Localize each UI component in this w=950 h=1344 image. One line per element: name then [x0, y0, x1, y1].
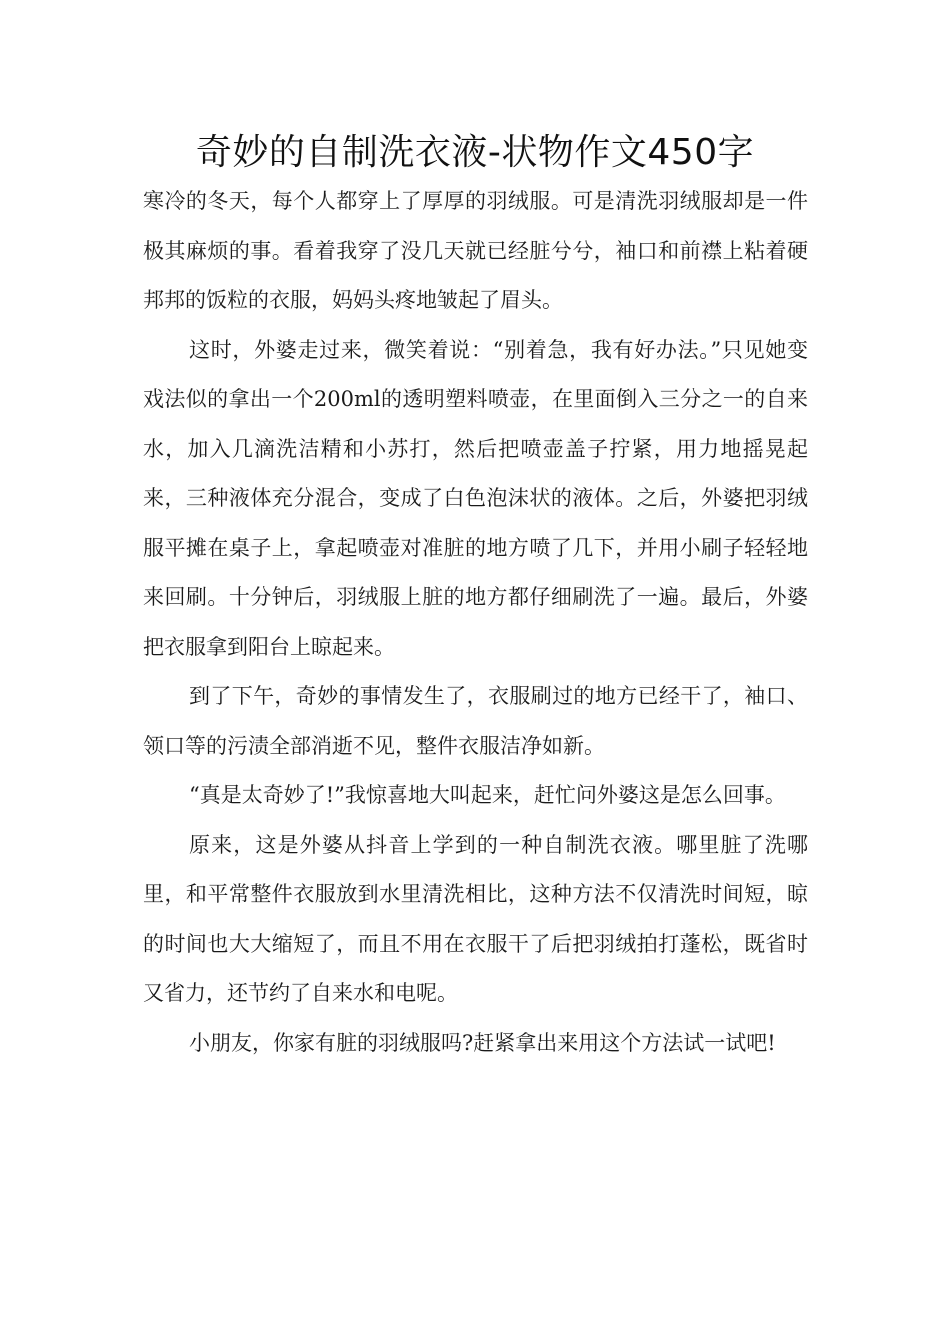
paragraph-2: 这时，外婆走过来，微笑着说：“别着急，我有好办法。”只见她变戏法似的拿出一个200ml的透明塑料喷壶，在里面倒入三分之一的自来水，加入几滴洗洁精和小苏打，然后把喷壶盖子拧紧，用力地摇晃起来，三种液体充分混合，变成了白色泡沫状的液体。之后，外婆把羽绒服平摊在桌子上，拿起喷壶对准脏的地方喷了几下，并用小刷子轻轻地来回刷。十分钟后，羽绒服上脏的地方都仔细刷洗了一遍。最后，外婆把衣服拿到阳台上晾起来。 — [143, 337, 808, 659]
document-title: 奇妙的自制洗衣液-状物作文450字 — [195, 132, 755, 173]
paragraph-1: 寒冷的冬天，每个人都穿上了厚厚的羽绒服。可是清洗羽绒服却是一件极其麻烦的事。看着我穿了没几天就已经脏兮兮，袖口和前襟上粘着硬邦邦的饭粒的衣服，妈妈头疼地皱起了眉头。 — [143, 189, 808, 312]
essay-body — [143, 177, 808, 1068]
paragraph-4: “真是太奇妙了!”我惊喜地大叫起来，赶忙问外婆这是怎么回事。 — [189, 783, 786, 807]
paragraph-6: 小朋友，你家有脏的羽绒服吗?赶紧拿出来用这个方法试一试吧! — [189, 1030, 776, 1055]
paragraph-5: 原来，这是外婆从抖音上学到的一种自制洗衣液。哪里脏了洗哪里，和平常整件衣服放到水里清洗相比，这种方法不仅清洗时间短，晾的时间也大大缩短了，而且不用在衣服干了后把羽绒拍打蓬松，既省时又省力，还节约了自来水和电呢。 — [143, 832, 808, 1005]
paragraph-3: 到了下午，奇妙的事情发生了，衣服刷过的地方已经干了，袖口、领口等的污渍全部消逝不见，整件衣服洁净如新。 — [143, 684, 808, 758]
